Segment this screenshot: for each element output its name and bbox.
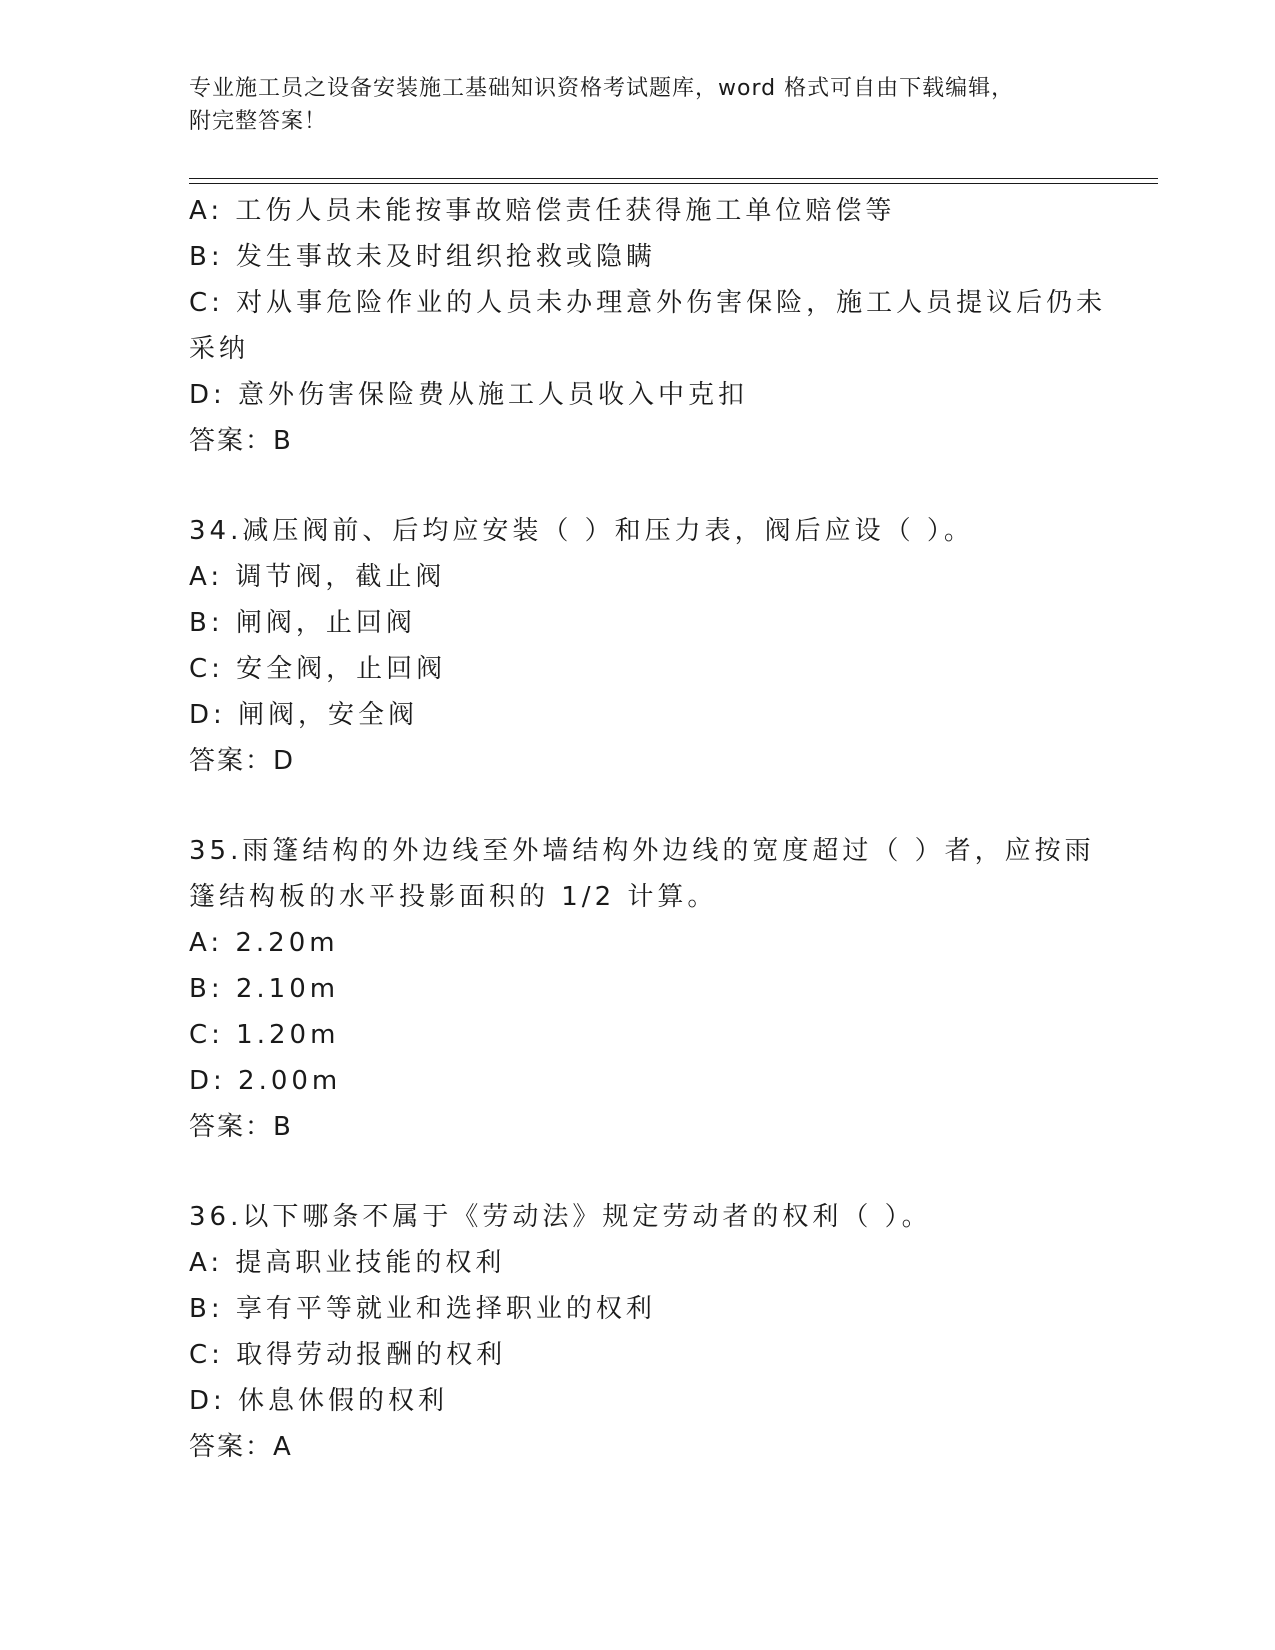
question-33 [189, 188, 1107, 464]
answer: 答案：A [189, 1432, 293, 1462]
option-d: D: 休息休假的权利 [189, 1386, 449, 1416]
question-list [189, 188, 1107, 1470]
option-d: D: 意外伤害保险费从施工人员收入中克扣 [189, 380, 749, 410]
option-c: C: 安全阀，止回阀 [189, 654, 447, 684]
option-c: C: 1.20m [189, 1020, 340, 1050]
header-line-2: 附完整答案！ [189, 109, 328, 134]
option-c-continued: 采纳 [189, 334, 250, 364]
option-d: D: 2.00m [189, 1066, 342, 1096]
question-text-continued: 篷结构板的水平投影面积的 1/2 计算。 [189, 882, 718, 912]
option-c: C: 取得劳动报酬的权利 [189, 1340, 507, 1370]
question-35 [189, 828, 1095, 1150]
header-divider-bottom [189, 183, 1158, 184]
option-d: D: 闸阀，安全阀 [189, 700, 419, 730]
answer: 答案：B [189, 1112, 293, 1142]
spacer [189, 1150, 1089, 1194]
option-b: B: 发生事故未及时组织抢救或隐瞒 [189, 242, 656, 272]
question-text: 34.减压阀前、后均应安装（ ）和压力表，阀后应设（ ）。 [189, 516, 974, 546]
option-b: B: 享有平等就业和选择职业的权利 [189, 1294, 656, 1324]
option-a: A: 提高职业技能的权利 [189, 1248, 506, 1278]
header-divider-top [189, 178, 1158, 179]
document-header [189, 72, 1069, 138]
option-a: A: 调节阀，截止阀 [189, 562, 446, 592]
option-b: B: 闸阀，止回阀 [189, 608, 416, 638]
answer: 答案：D [189, 746, 296, 776]
answer: 答案：B [189, 426, 293, 456]
option-a: A: 2.20m [189, 928, 339, 958]
question-text: 35.雨篷结构的外边线至外墙结构外边线的宽度超过（ ）者，应按雨 [189, 836, 1095, 866]
option-b: B: 2.10m [189, 974, 340, 1004]
option-a: A: 工伤人员未能按事故赔偿责任获得施工单位赔偿等 [189, 196, 896, 226]
question-36 [189, 1194, 1089, 1470]
spacer [189, 784, 1089, 828]
option-c: C: 对从事危险作业的人员未办理意外伤害保险，施工人员提议后仍未 [189, 288, 1107, 318]
header-line-1: 专业施工员之设备安装施工基础知识资格考试题库，word 格式可自由下载编辑， [189, 76, 1015, 101]
question-text: 36.以下哪条不属于《劳动法》规定劳动者的权利（ ）。 [189, 1202, 932, 1232]
question-34 [189, 508, 1089, 784]
spacer [189, 464, 1089, 508]
